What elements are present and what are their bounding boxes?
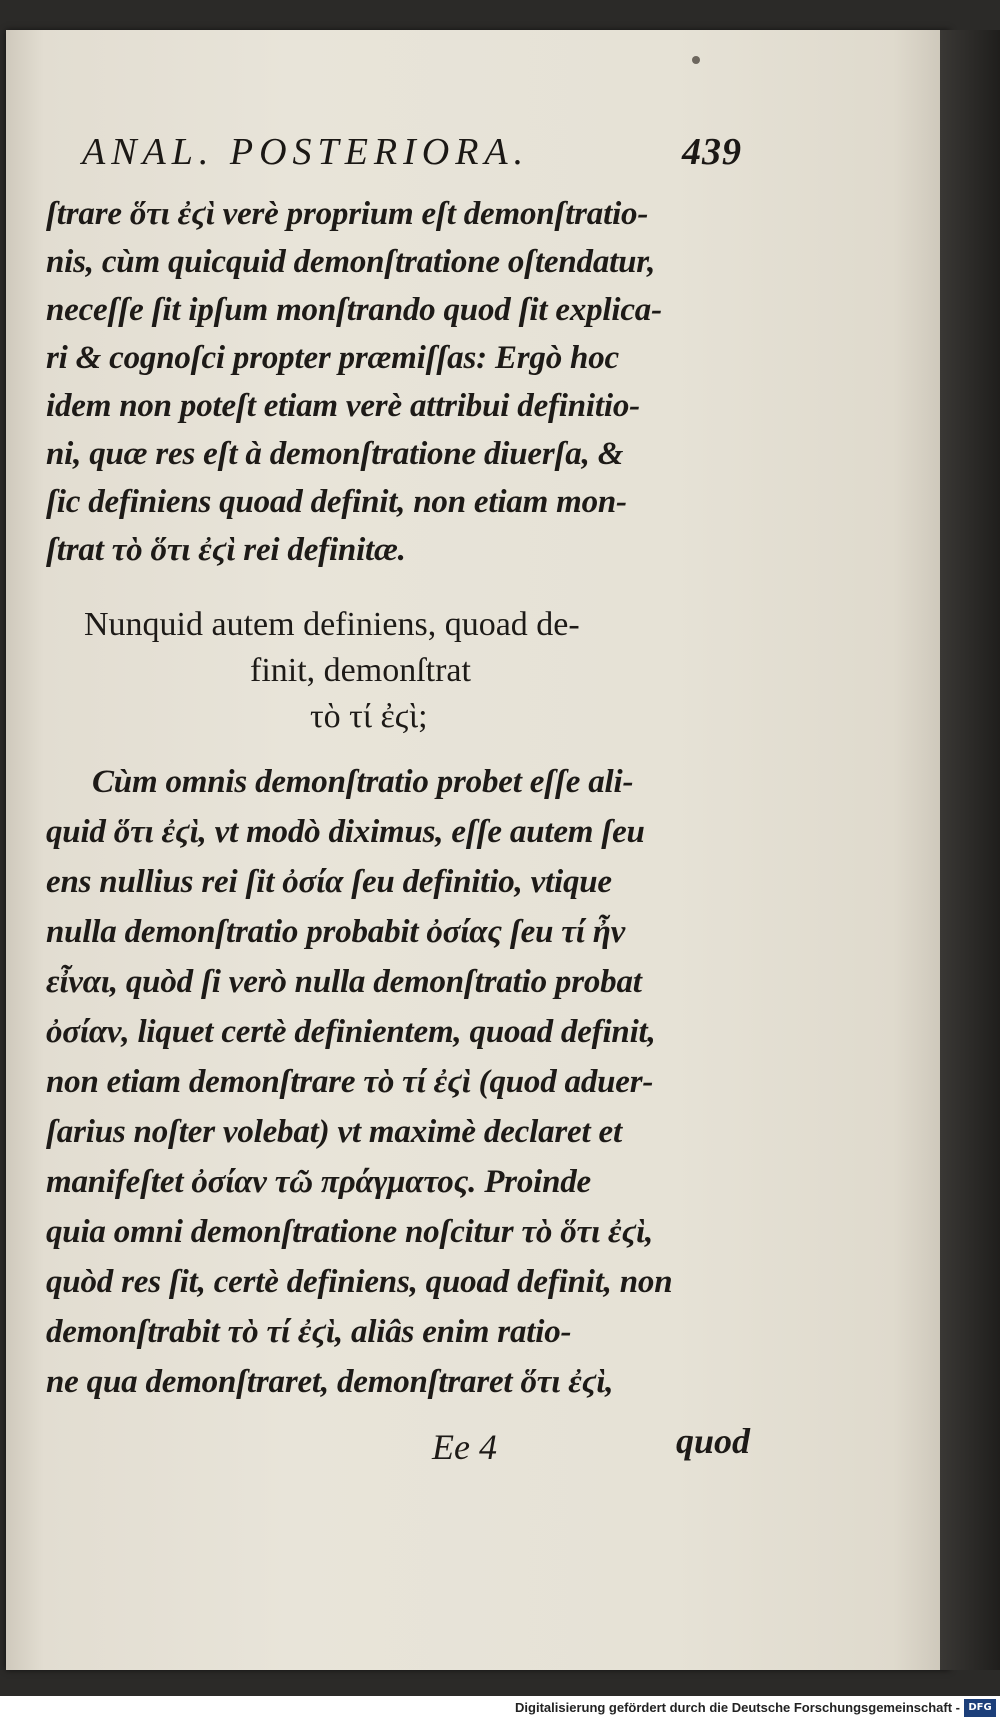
- text-line: quid ὅτι ἐϛὶ, vt modò diximus, eſſe autem ſeu: [46, 814, 645, 850]
- text-line: idem non poteſt etiam verè attribui definitio-: [46, 388, 640, 424]
- text-line: ſtrat τὸ ὅτι ἐϛὶ rei definitæ.: [46, 532, 406, 568]
- text-line: quia omni demonſtratione noſcitur τὸ ὅτι ἐϛὶ,: [46, 1214, 654, 1250]
- text-line: quòd res ſit, certè definiens, quoad definit, non: [46, 1264, 673, 1300]
- page-edge-shadow: [940, 30, 1000, 1670]
- question-heading-line: Nunquid autem definiens, quoad de-: [84, 606, 580, 643]
- text-line: nis, cùm quicquid demonſtratione oſtendatur,: [46, 244, 656, 280]
- catchword: quod: [676, 1421, 751, 1461]
- text-line: non etiam demonſtrare τὸ τί ἐϛὶ (quod aduer-: [46, 1064, 654, 1100]
- text-line: neceſſe ſit ipſum monſtrando quod ſit explica-: [46, 292, 662, 328]
- question-heading-line: τὸ τί ἐϛὶ;: [310, 698, 428, 735]
- text-line: nulla demonſtratio probabit ὀσίας ſeu τί ἦν: [46, 914, 626, 950]
- page-number: 439: [682, 131, 742, 173]
- text-line: ſarius noſter volebat) vt maximè declaret et: [46, 1114, 622, 1150]
- text-line: ni, quæ res eſt à demonſtratione diuerſa, &: [46, 436, 624, 472]
- text-line: εἶναι, quòd ſi verò nulla demonſtratio probat: [46, 964, 642, 1000]
- text-line: ὀσίαν, liquet certè definientem, quoad definit,: [46, 1014, 656, 1050]
- text-line: Cùm omnis demonſtratio probet eſſe ali-: [92, 764, 634, 800]
- text-line: manifeſtet ὀσίαν τῶ πράγματος. Proinde: [46, 1164, 591, 1200]
- running-head: [82, 130, 742, 180]
- credit-bar: [0, 1696, 1000, 1721]
- text-line: ens nullius rei ſit ὀσία ſeu definitio, vtique: [46, 864, 612, 900]
- credit-text: Digitalisierung gefördert durch die Deutsche Forschungsgemeinschaft -: [515, 1700, 960, 1715]
- dfg-logo: DFG: [964, 1699, 996, 1717]
- text-line: ſtrare ὅτι ἐϛὶ verè proprium eſt demonſtratio-: [46, 196, 649, 232]
- question-heading-line: finit, demonſtrat: [250, 652, 471, 689]
- text-line: ne qua demonſtraret, demonſtraret ὅτι ἐϛὶ,: [46, 1364, 614, 1400]
- signature-mark: Ee 4: [432, 1427, 497, 1467]
- running-head-title: ANAL. POSTERIORA.: [82, 131, 530, 173]
- ink-stain: [692, 56, 700, 64]
- text-line: ri & cognoſci propter præmiſſas: Ergò hoc: [46, 340, 619, 376]
- text-line: demonſtrabit τὸ τί ἐϛὶ, aliâs enim ratio-: [46, 1314, 572, 1350]
- text-line: ſic definiens quoad definit, non etiam mon-: [46, 484, 627, 520]
